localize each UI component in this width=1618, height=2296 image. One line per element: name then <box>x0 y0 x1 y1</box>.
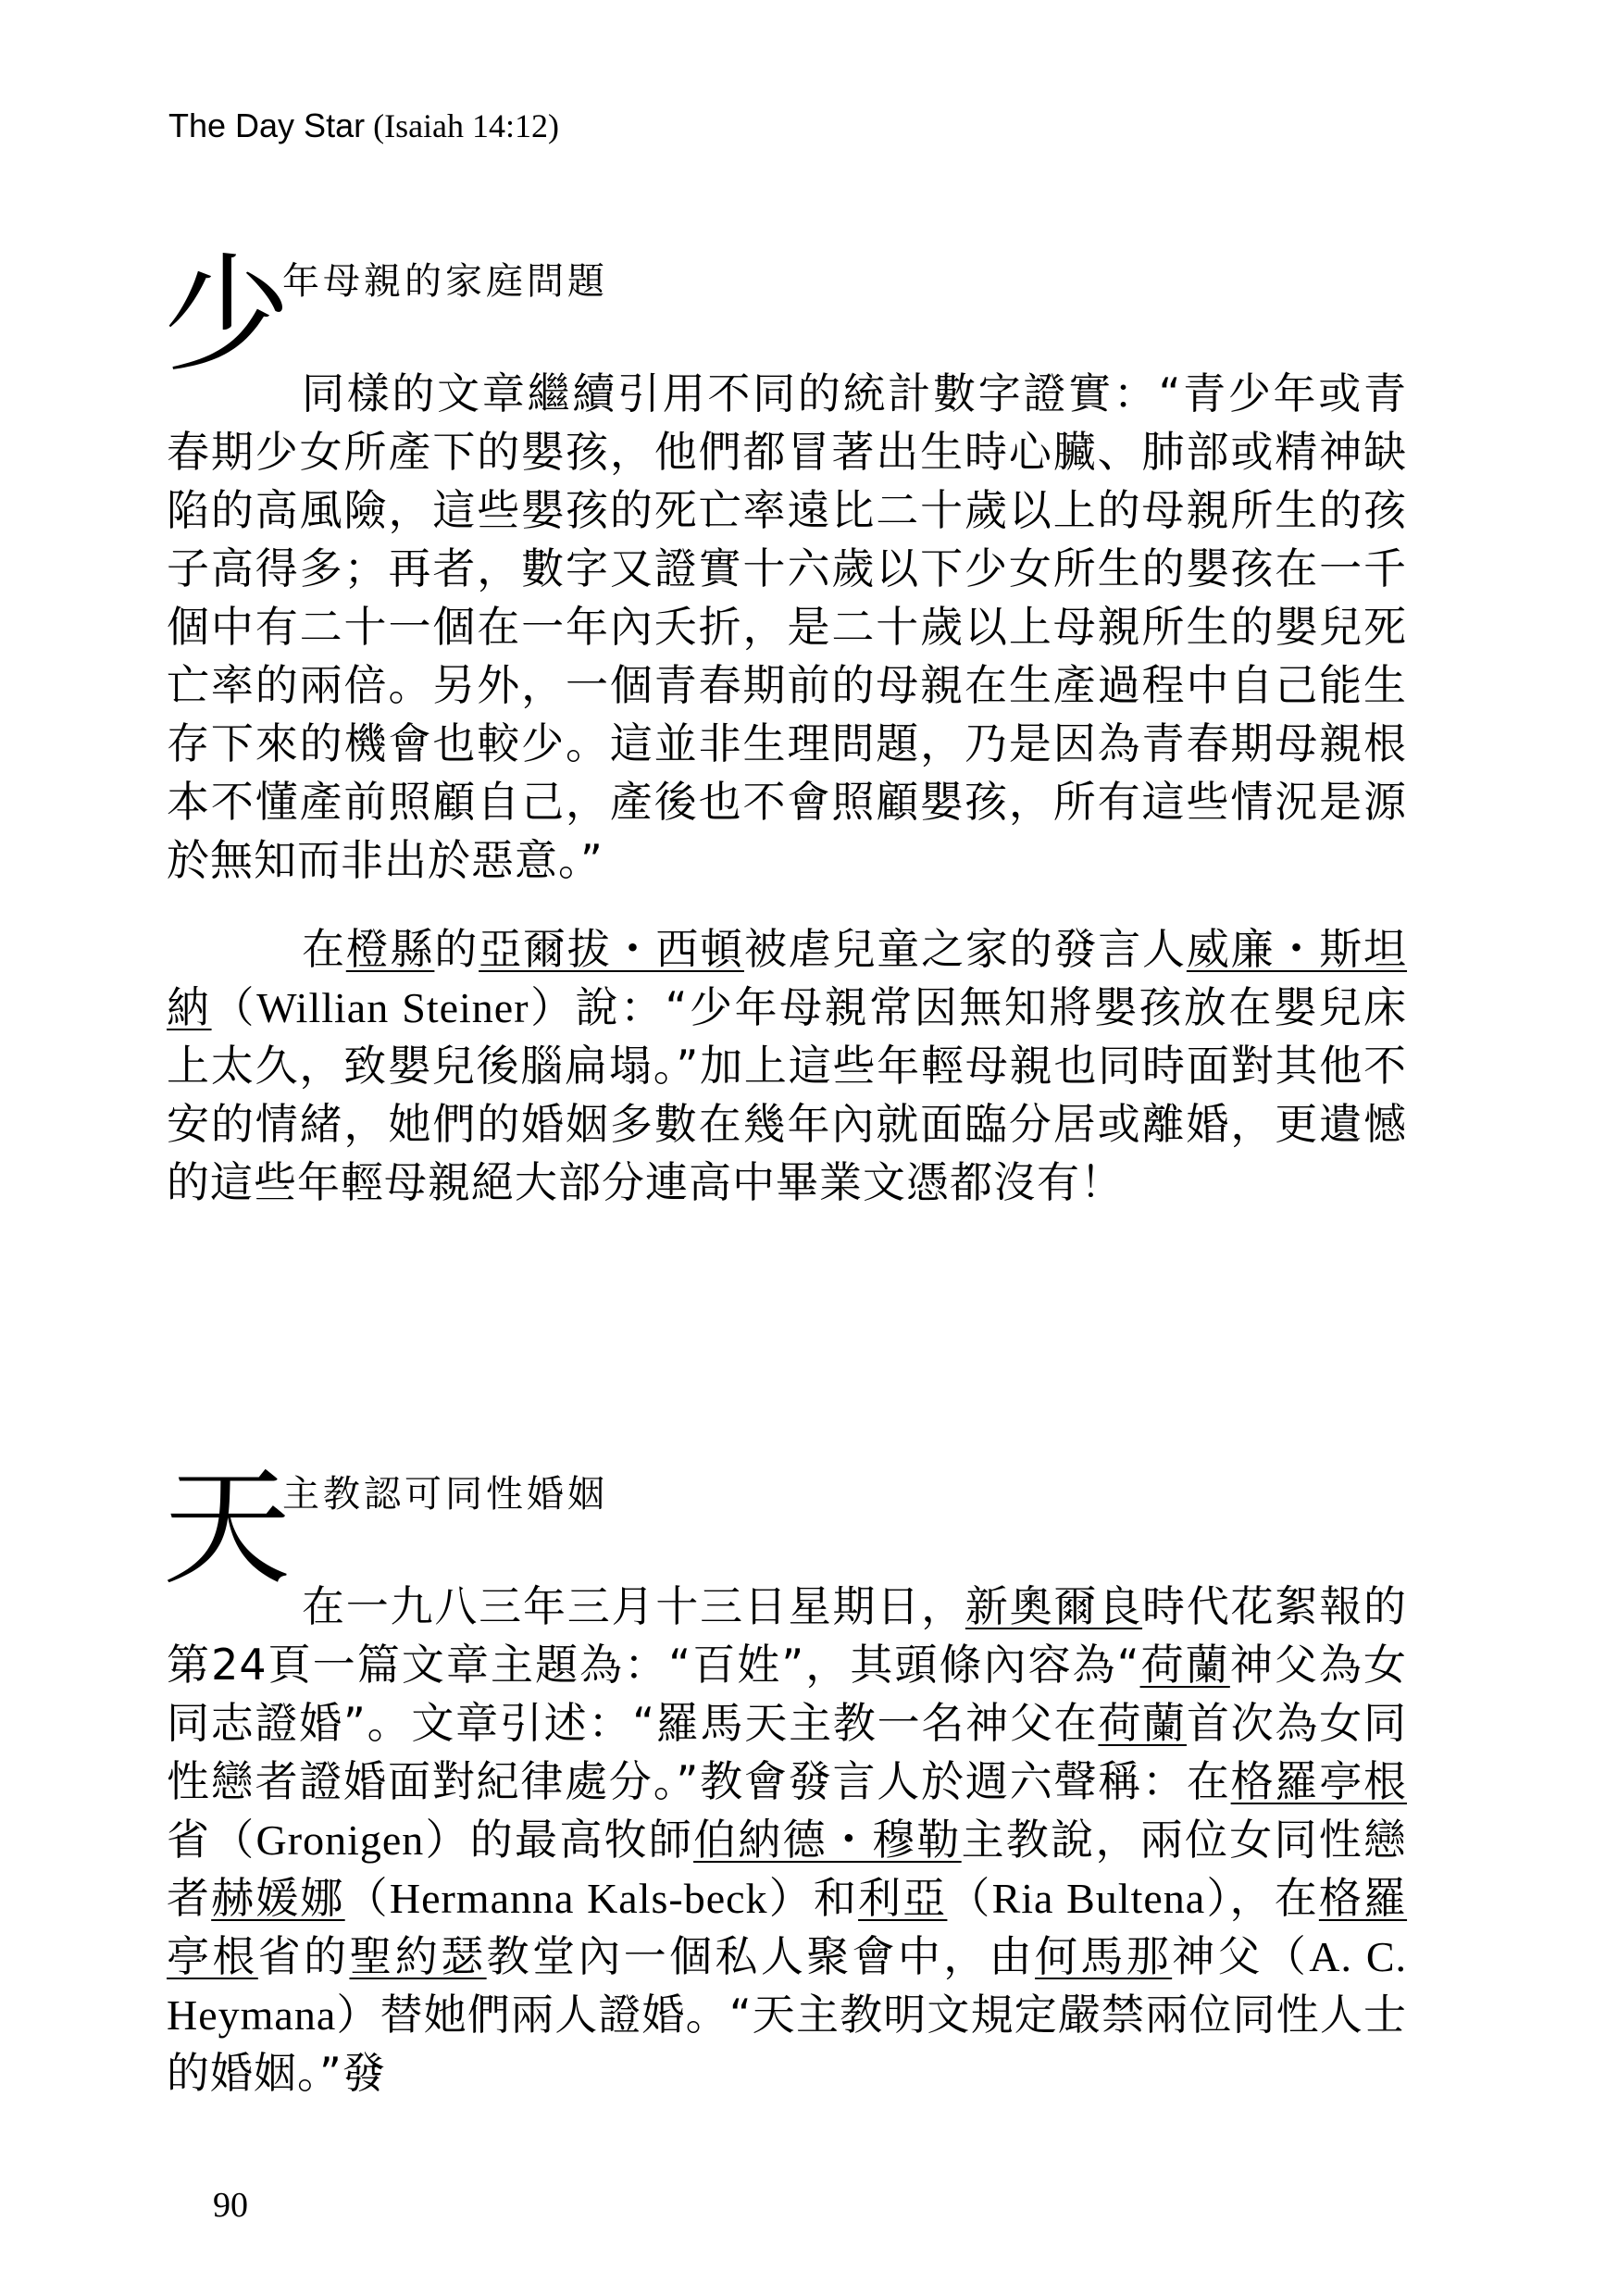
section-teen-mothers <box>163 241 1408 1212</box>
section-heading <box>163 241 1407 390</box>
text-run: 被虐兒童之家的發言人 <box>743 924 1187 974</box>
book-title: The Day Star <box>168 106 366 144</box>
text-run: ）替她們兩人證婚。“天主教明文規定嚴禁兩位同性人士的婚姻。”發 <box>167 1990 1407 2098</box>
section-title: 年母親的家庭問題 <box>282 260 608 303</box>
underlined-name: 利亞 <box>858 1873 948 1923</box>
text-run: （ <box>947 1873 992 1923</box>
latin-name: Hermanna Kals-beck <box>389 1875 768 1922</box>
text-run: 首次為女同性戀者證婚面對紀律處分。”教會發言人於週六聲稱：在 <box>167 1698 1407 1806</box>
underlined-name: 橙縣 <box>345 924 435 974</box>
paragraph <box>167 1578 1407 2103</box>
latin-name: Ria Bultena <box>991 1875 1206 1922</box>
text-run: （ <box>344 1873 390 1923</box>
section-catholic-same-sex-marriage <box>163 1454 1408 2103</box>
section-body <box>167 365 1407 1212</box>
text-run: ）的最高牧師 <box>424 1815 694 1865</box>
paragraph <box>167 920 1407 1212</box>
text-run: 同樣的文章繼續引用不同的統計數字證實：“青少年或青春期少女所產下的嬰孩，他們都冒著出生時心臟、肺部或精神缺陷的高風險，這些嬰孩的死亡率遠比二十歲以上的母親所生的孩子高得多；再者，數字又證實十六歲以下少女所生的嬰孩在一千個中有二十一個在一年內夭折，是二十歲以上母親所生的嬰兒死亡率的兩倍。另外，一個青春期前的母親在生產過程中自己能生存下來的機會也較少。這並非生理問題，乃是因為青春期母親根本不懂產前照顧自己，產後也不會照顧嬰孩，所有這些情況是源於無知而非出於惡意。” <box>167 368 1407 885</box>
latin-name: Willian Steiner <box>256 984 529 1031</box>
text-run: 的 <box>434 924 479 974</box>
text-run: ）說：“少年母親常因無知將嬰孩放在嬰兒床上太久，致嬰兒後腦扁塌。”加上這些年輕母親也同時面對其他不安的情緒，她們的婚姻多數在幾年內就面臨分居或離婚，更遺憾的這些年輕母親絕大部分連高中畢業文憑都沒有！ <box>167 982 1408 1207</box>
underlined-name: 新奧爾良 <box>965 1581 1143 1631</box>
text-run: 時代花絮報的第24頁一篇文章主題為：“百姓”，其頭條內容為“ <box>167 1581 1408 1690</box>
underlined-name: 赫媛娜 <box>211 1873 345 1923</box>
latin-name: A. C. Heymana <box>167 1933 1408 2039</box>
latin-name: Gronigen <box>255 1816 425 1864</box>
section-heading <box>163 1454 1407 1603</box>
underlined-name: 亞爾拔・西頓 <box>479 924 744 974</box>
underlined-name: 荷蘭 <box>1139 1640 1230 1690</box>
underlined-name: 荷蘭 <box>1098 1698 1187 1748</box>
section-body <box>167 1578 1407 2103</box>
text-run: 神父為女同志證婚”。文章引述：“羅馬天主教一名神父在 <box>167 1640 1408 1748</box>
scripture-reference: (Isaiah 14:12) <box>373 107 560 144</box>
underlined-name: 格羅亭根 <box>167 1873 1408 1981</box>
underlined-name: 格羅亭根 <box>1230 1756 1407 1806</box>
text-run: 神父（ <box>1172 1931 1310 1981</box>
text-run: 在一九八三年三月十三日星期日， <box>302 1581 965 1631</box>
section-title: 主教認可同性婚姻 <box>282 1473 608 1516</box>
underlined-name: 伯納德・穆勒 <box>693 1815 962 1865</box>
underlined-name: 何馬那 <box>1035 1931 1173 1981</box>
paragraph <box>167 365 1407 890</box>
text-run: 在 <box>302 924 346 974</box>
text-run: 教堂內一個私人聚會中，由 <box>486 1931 1036 1981</box>
running-header <box>168 104 559 148</box>
underlined-name: 威廉・斯坦納 <box>167 924 1408 1032</box>
underlined-name: 聖約瑟 <box>349 1931 487 1981</box>
text-run: ）和 <box>767 1873 859 1923</box>
text-run: 主教說，兩位女同性戀者 <box>167 1815 1408 1923</box>
text-run: 省（ <box>167 1815 256 1865</box>
dropcap: 天 <box>163 1454 292 1603</box>
text-run: 省的 <box>257 1931 350 1981</box>
page-number: 90 <box>213 2186 248 2225</box>
dropcap: 少 <box>163 241 292 390</box>
text-run: （ <box>211 982 257 1032</box>
text-run: ），在 <box>1205 1873 1319 1923</box>
